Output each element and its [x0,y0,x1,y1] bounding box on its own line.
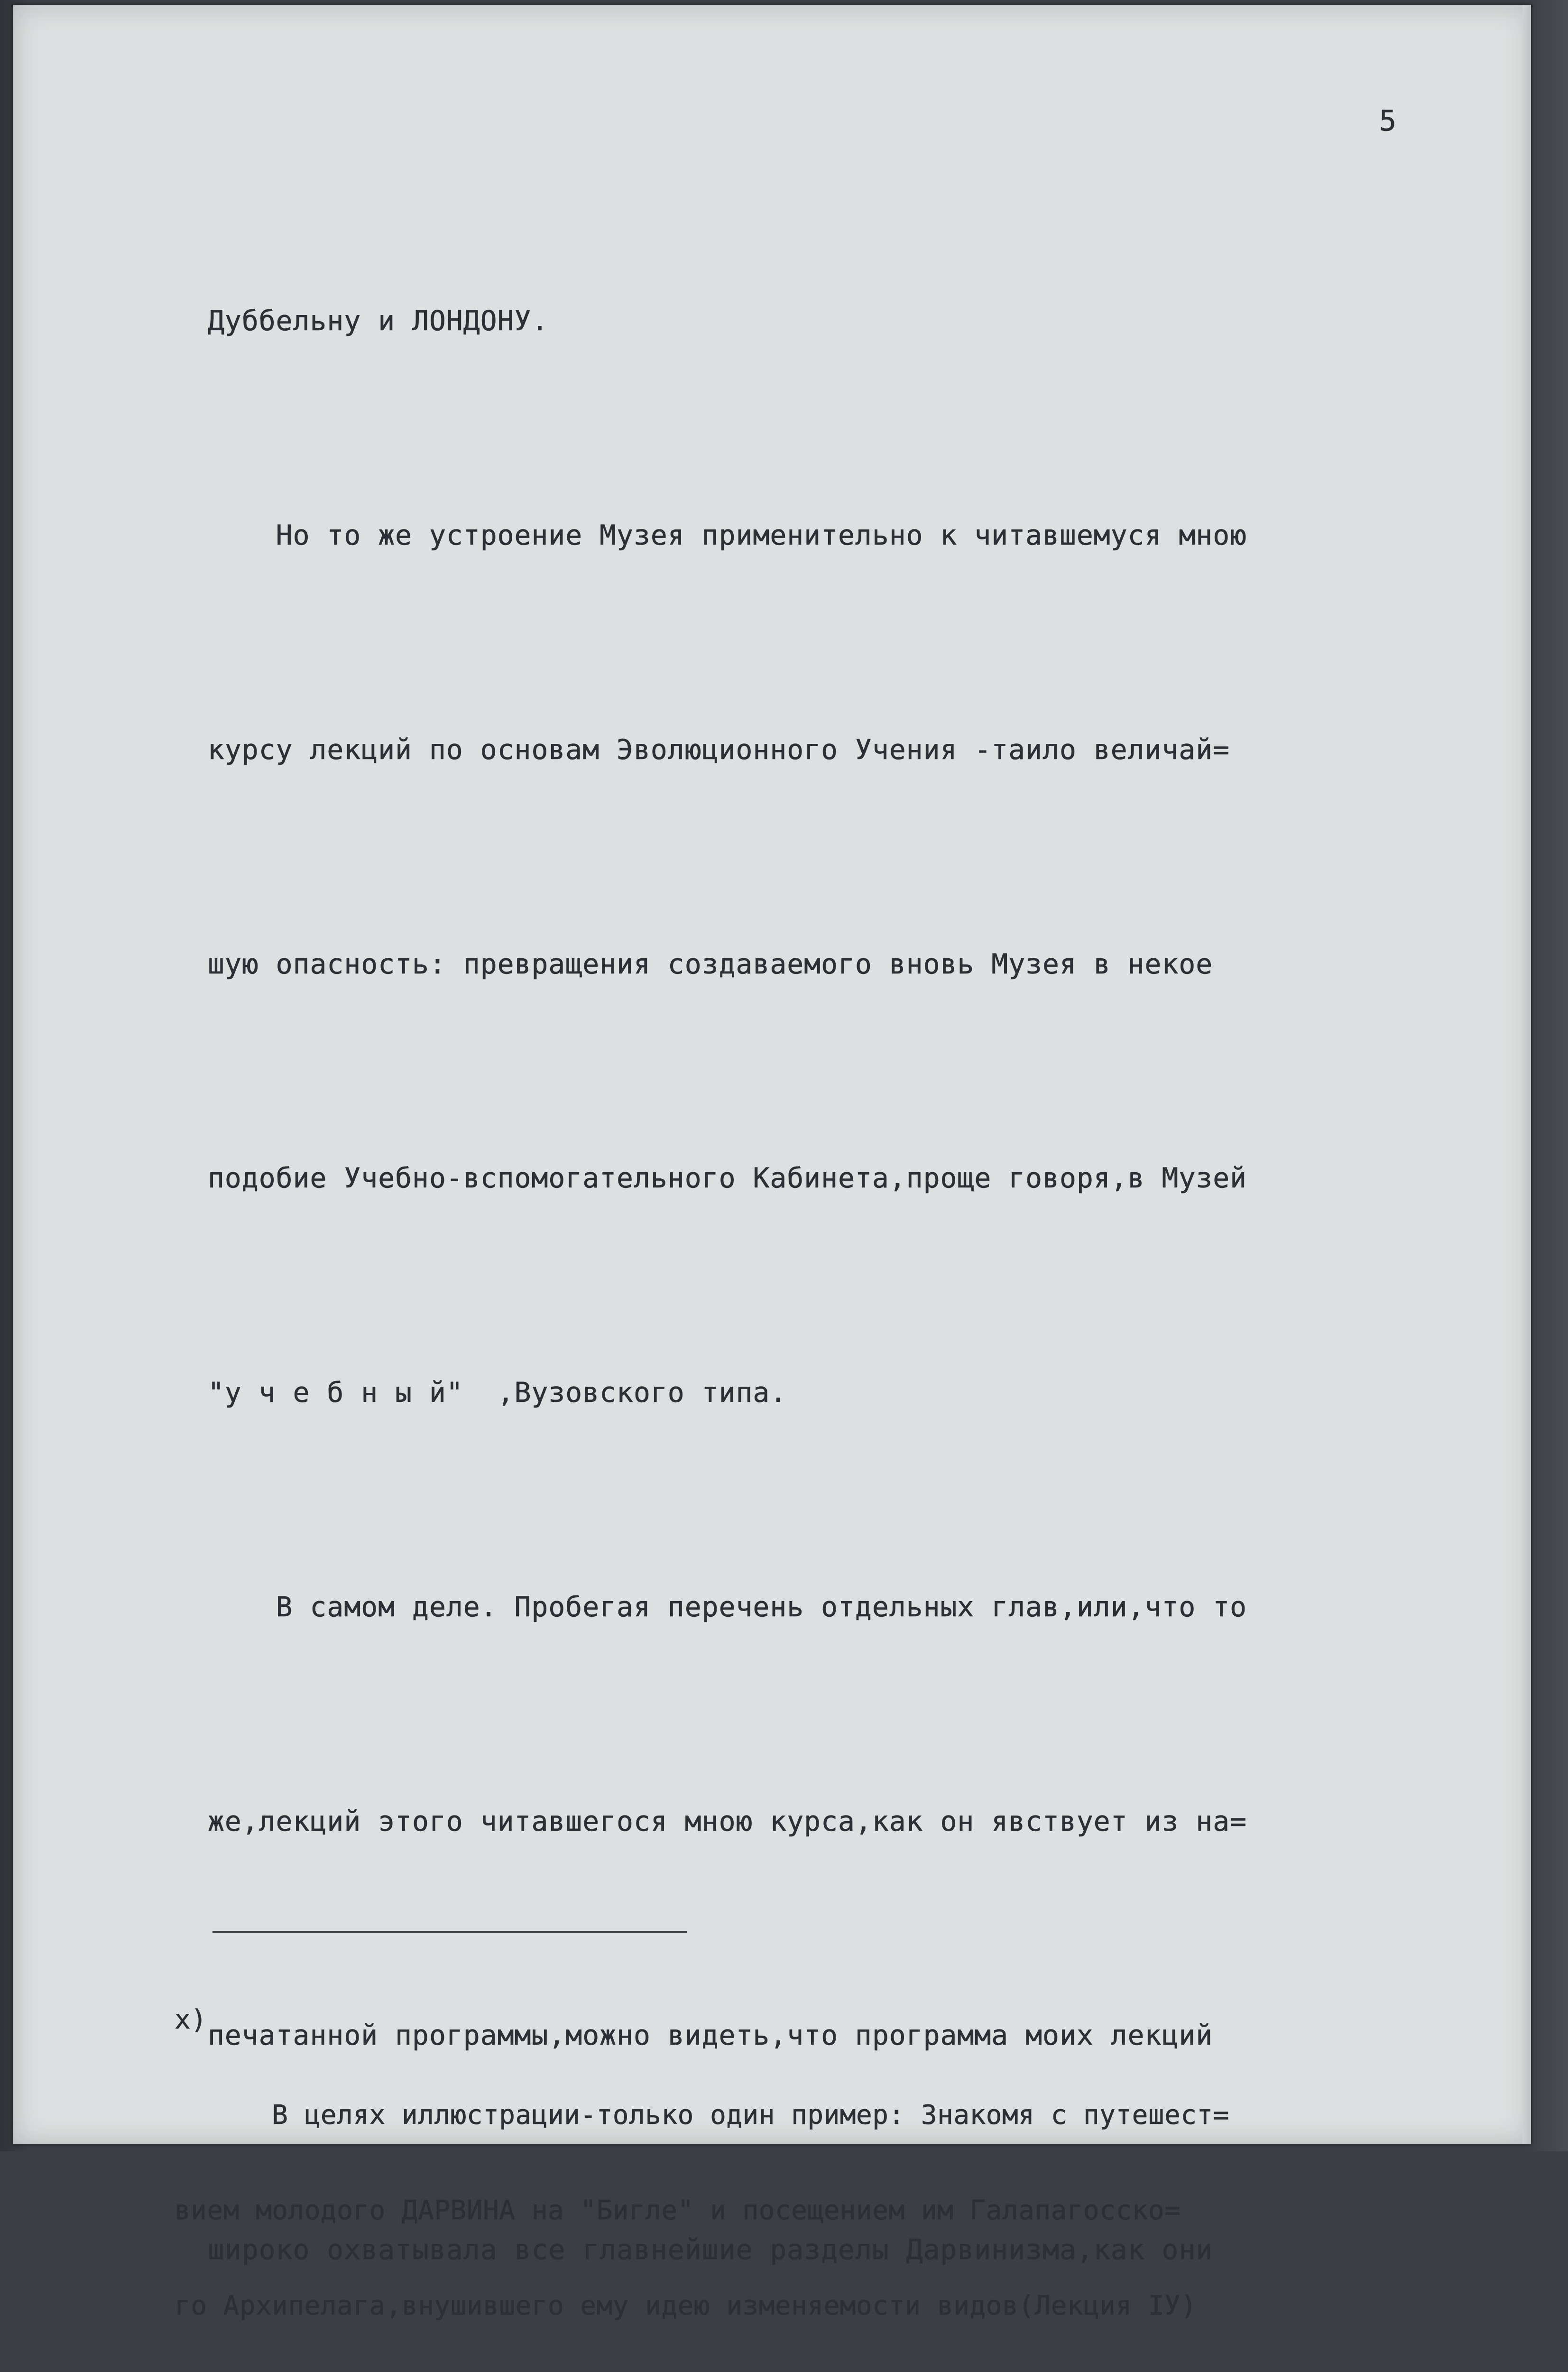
text-line: подобие Учебно-вспомогательного Кабинета,проще говоря,в Музей [208,1162,1247,1195]
text-line: же,лекций этого читавшегося мною курса,как он явствует из на= [208,1805,1247,1837]
text-line: широко охватывала все главнейшие разделы Дарвинизма,как они [208,2233,1213,2266]
page-edge [1522,5,1531,2144]
document-page [13,5,1531,2321]
text-line: Но то же устроение Музея применительно к читавшемуся мною [208,519,1247,551]
footnote-marker: x) [175,2004,207,2035]
footnote-line: го Архипелага,внушившего ему идею изменяемости видов(Лекция IУ) [175,2290,1197,2321]
text-line: Дуббельну и ЛОНДОНУ. [208,305,549,337]
footnote [175,1940,1507,2372]
text-line: шую опасность: превращения создаваемого вновь Музея в некое [208,947,1213,980]
footnote-divider [212,1931,687,1933]
page-number: 5 [1379,104,1398,138]
text-line: печатанной программы,можно видеть,что программа моих лекций [208,2019,1213,2052]
footnote-line: В целях иллюстрации-только один пример: Знакомя с путешест= [175,2100,1229,2131]
text-line: "у ч е б н ы й" ,Вузовского типа. [208,1376,787,1409]
text-line: курсу лекций по основам Эволюционного Учения -таило величай= [208,733,1230,766]
text-line: В самом деле. Пробегая перечень отдельных глав,или,что то [208,1590,1247,1623]
footnote-line: вием молодого ДАРВИНА на "Бигле" и посещением им Галапагосско= [175,2195,1181,2226]
